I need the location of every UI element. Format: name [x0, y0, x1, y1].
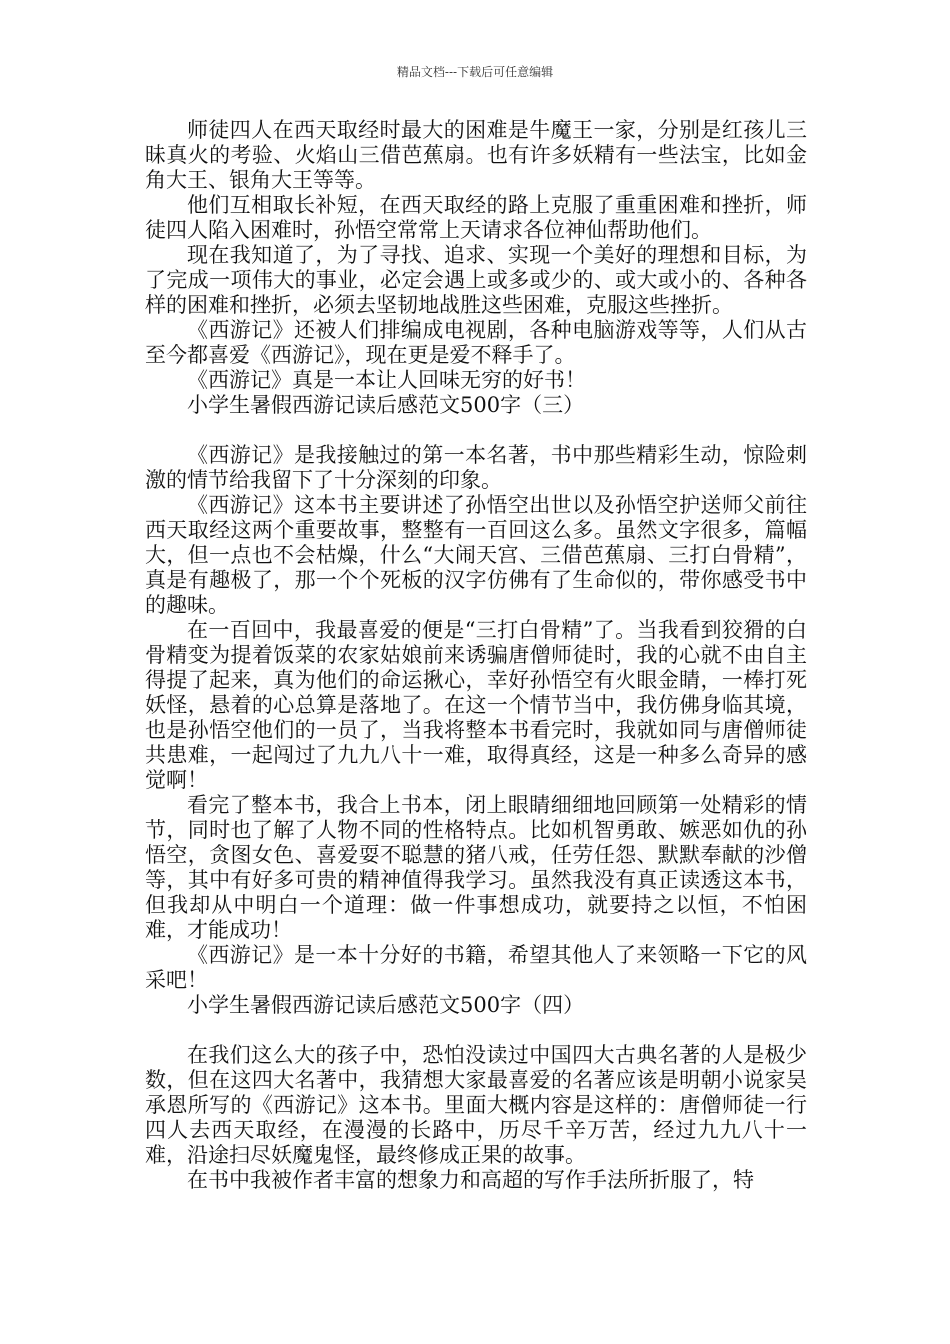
paragraph: 《西游记》是一本十分好的书籍，希望其他人了来领略一下它的风采吧！ — [145, 943, 807, 992]
paragraph: 在书中我被作者丰富的想象力和高超的写作手法所折服了，特 — [187, 1168, 754, 1192]
section-heading: 小学生暑假西游记读后感范文500字（四） — [187, 993, 585, 1017]
paragraph: 《西游记》是我接触过的第一本名著，书中那些精彩生动，惊险刺激的情节给我留下了十分深刻的印象。 — [145, 443, 807, 492]
paragraph: 他们互相取长补短，在西天取经的路上克服了重重困难和挫折，师徒四人陷入困难时，孙悟空常常上天请求各位神仙帮助他们。 — [145, 193, 807, 242]
section-spacer — [145, 1018, 807, 1043]
paragraph: 在一百回中，我最喜爱的便是“三打白骨精”了。当我看到狡猾的白骨精变为提着饭菜的农家姑娘前来诱骗唐僧师徒时，我的心就不由自主得提了起来，真为他们的命运揪心，幸好孙悟空有火眼金睛，一棒打死妖怪，悬着的心总算是落地了。在这一个情节当中，我仿佛身临其境，也是孙悟空他们的一员了，当我将整本书看完时，我就如同与唐僧师徒共患难，一起闯过了九九八十一难，取得真经，这是一种多么奇异的感觉啊！ — [145, 618, 807, 792]
section-heading: 小学生暑假西游记读后感范文500字（三） — [187, 393, 585, 417]
document-body — [145, 118, 807, 1193]
paragraph: 《西游记》还被人们排编成电视剧，各种电脑游戏等等，人们从古至今都喜爱《西游记》，现在更是爱不释手了。 — [145, 318, 807, 367]
paragraph: 师徒四人在西天取经时最大的困难是牛魔王一家，分别是红孩儿三昧真火的考验、火焰山三借芭蕉扇。也有许多妖精有一些法宝，比如金角大王、银角大王等等。 — [145, 118, 807, 192]
paragraph: 《西游记》真是一本让人回味无穷的好书！ — [187, 368, 586, 392]
paragraph: 现在我知道了，为了寻找、追求、实现一个美好的理想和目标，为了完成一项伟大的事业，必定会遇上或多或少的、或大或小的、各种各样的困难和挫折，必须去坚韧地战胜这些困难，克服这些挫折。 — [145, 243, 807, 317]
paragraph: 看完了整本书，我合上书本，闭上眼睛细细地回顾第一处精彩的情节，同时也了解了人物不同的性格特点。比如机智勇敢、嫉恶如仇的孙悟空，贪图女色、喜爱耍不聪慧的猪八戒，任劳任怨、默默奉献的沙僧等，其中有好多可贵的精神值得我学习。虽然我没有真正读透这本书，但我却从中明白一个道理：做一件事想成功，就要持之以恒，不怕困难，才能成功！ — [145, 793, 807, 942]
page-header: 精品文档---下载后可任意编辑 — [396, 65, 554, 79]
paragraph: 在我们这么大的孩子中，恐怕没读过中国四大古典名著的人是极少数，但在这四大名著中，我猜想大家最喜爱的名著应该是明朝小说家吴承恩所写的《西游记》这本书。里面大概内容是这样的：唐僧师徒一行四人去西天取经，在漫漫的长路中，历尽千辛万苦，经过九九八十一难，沿途扫尽妖魔鬼怪，最终修成正果的故事。 — [145, 1043, 807, 1167]
paragraph: 《西游记》这本书主要讲述了孙悟空出世以及孙悟空护送师父前往西天取经这两个重要故事，整整有一百回这么多。虽然文字很多，篇幅大，但一点也不会枯燥，什么“大闹天宫、三借芭蕉扇、三打白骨精”，真是有趣极了，那一个个死板的汉字仿佛有了生命似的，带你感受书中的趣味。 — [145, 493, 807, 617]
section-spacer — [145, 418, 807, 443]
